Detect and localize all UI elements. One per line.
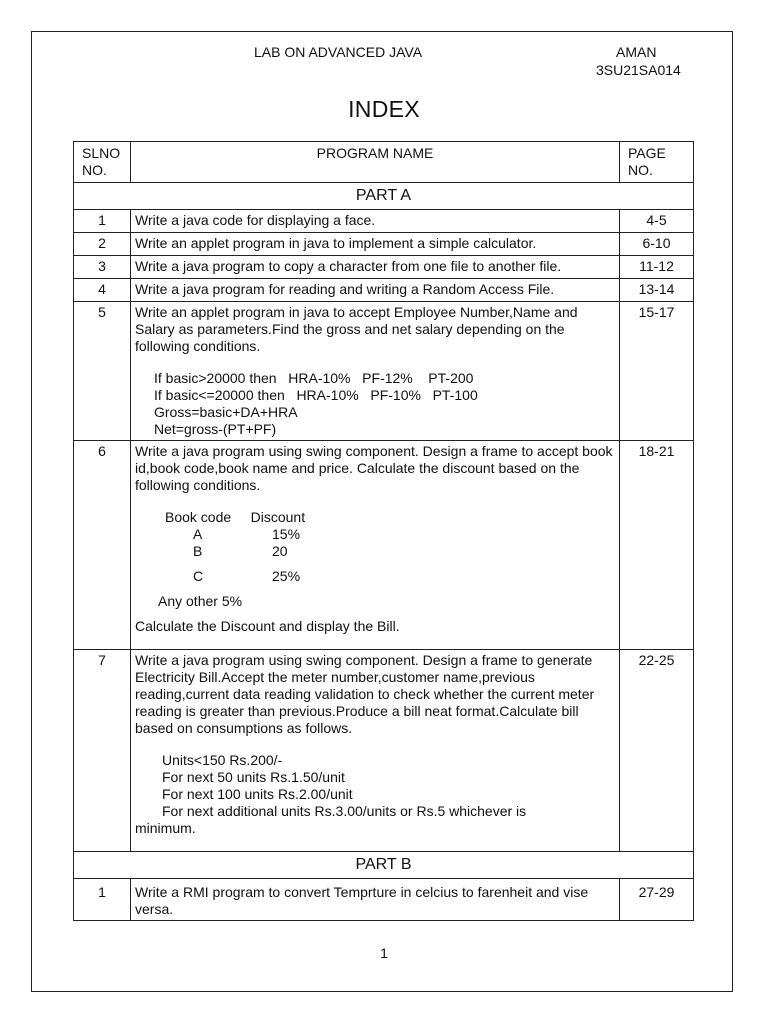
discount-row: C 25% bbox=[193, 568, 301, 584]
page-range: 4-5 bbox=[620, 210, 694, 233]
condition-line: Net=gross-(PT+PF) bbox=[154, 421, 277, 437]
program-description: Write an applet program in java to accept Employee Number,Name and Salary as parameters.Find the gross and net salary depending on the following conditions. bbox=[135, 304, 578, 354]
discount-table-header: Book code Discount bbox=[165, 509, 306, 525]
discount-row: B 20 bbox=[193, 543, 288, 559]
program-name: Write a java code for displaying a face. bbox=[131, 210, 620, 233]
condition-line: If basic<=20000 then HRA-10% PF-10% PT-100 bbox=[154, 387, 478, 403]
header-page-no: PAGE NO. bbox=[620, 142, 694, 183]
row-number: 7 bbox=[74, 650, 131, 852]
tariff-line: For next 100 units Rs.2.00/unit bbox=[162, 786, 353, 802]
table-row bbox=[74, 650, 694, 852]
row-number: 3 bbox=[74, 256, 131, 279]
page-range: 13-14 bbox=[620, 279, 694, 302]
program-name: Write a RMI program to convert Temprture in celcius to farenheit and vise versa. bbox=[131, 879, 620, 921]
table-row bbox=[74, 233, 694, 256]
program-name bbox=[131, 441, 620, 650]
page-range: 18-21 bbox=[620, 441, 694, 650]
page-range: 15-17 bbox=[620, 302, 694, 441]
page-number: 1 bbox=[380, 945, 388, 961]
tariff-line: For next additional units Rs.3.00/units or Rs.5 whichever is bbox=[162, 803, 527, 819]
other-discount: Any other 5% bbox=[158, 593, 243, 609]
row-number: 2 bbox=[74, 233, 131, 256]
tariff-line: Units<150 Rs.200/- bbox=[162, 752, 283, 768]
table-row bbox=[74, 441, 694, 650]
row-number: 1 bbox=[74, 879, 131, 921]
program-name: Write an applet program in java to implement a simple calculator. bbox=[131, 233, 620, 256]
registration-number: 3SU21SA014 bbox=[596, 62, 681, 78]
program-name: Write a java program for reading and writing a Random Access File. bbox=[131, 279, 620, 302]
program-name bbox=[131, 302, 620, 441]
page-range: 22-25 bbox=[620, 650, 694, 852]
row-number: 6 bbox=[74, 441, 131, 650]
table-row bbox=[74, 279, 694, 302]
tariff-line: For next 50 units Rs.1.50/unit bbox=[162, 769, 345, 785]
table-row bbox=[74, 256, 694, 279]
table-row bbox=[74, 879, 694, 921]
condition-line: If basic>20000 then HRA-10% PF-12% PT-200 bbox=[154, 370, 474, 386]
program-description: Write a java program using swing component. Design a frame to generate Electricity Bill.Accept the meter number,customer name,previous reading,current data reading validation to check whether the current meter reading is greater than previous.Produce a bill neat format.Calculate bill based on consumptions as follows. bbox=[135, 652, 595, 736]
program-name: Write a java program to copy a character from one file to another file. bbox=[131, 256, 620, 279]
program-description: Write a java program using swing component. Design a frame to accept book id,book code,book name and price. Calculate the discount based on the following conditions. bbox=[135, 443, 613, 493]
part-b-row bbox=[74, 852, 694, 879]
index-table bbox=[73, 141, 694, 921]
author-name: AMAN bbox=[616, 44, 657, 60]
closing-instruction: Calculate the Discount and display the Bill. bbox=[135, 618, 400, 634]
row-number: 4 bbox=[74, 279, 131, 302]
page-range: 6-10 bbox=[620, 233, 694, 256]
condition-line: Gross=basic+DA+HRA bbox=[154, 404, 298, 420]
tariff-line: minimum. bbox=[135, 820, 196, 836]
index-title: INDEX bbox=[348, 96, 420, 122]
document-header-title: LAB ON ADVANCED JAVA bbox=[254, 44, 423, 60]
row-number: 1 bbox=[74, 210, 131, 233]
table-header-row bbox=[74, 142, 694, 183]
discount-row: A 15% bbox=[193, 526, 301, 542]
part-a-heading: PART A bbox=[74, 183, 694, 210]
part-b-heading: PART B bbox=[74, 852, 694, 879]
page-range: 27-29 bbox=[620, 879, 694, 921]
table-row bbox=[74, 210, 694, 233]
program-name bbox=[131, 650, 620, 852]
part-a-row bbox=[74, 183, 694, 210]
table-row bbox=[74, 302, 694, 441]
row-number: 5 bbox=[74, 302, 131, 441]
page-range: 11-12 bbox=[620, 256, 694, 279]
header-slno: SLNO NO. bbox=[74, 142, 131, 183]
header-program-name: PROGRAM NAME bbox=[131, 142, 620, 183]
